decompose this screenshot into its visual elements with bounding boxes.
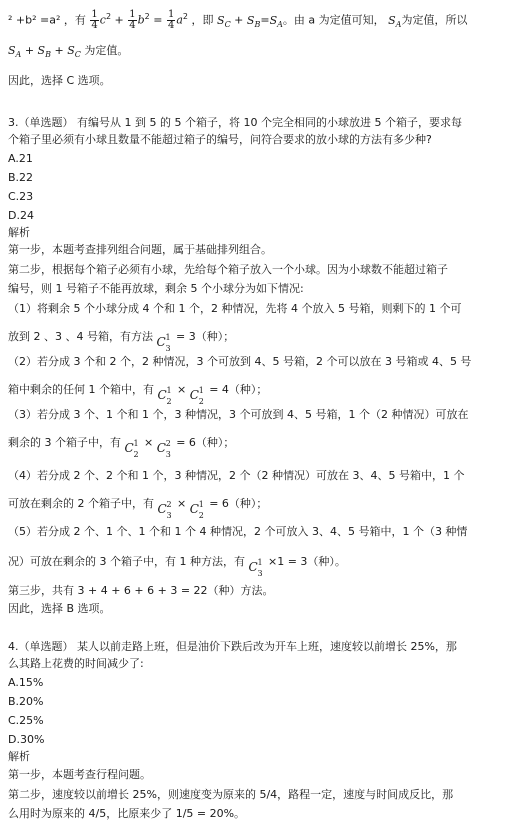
q2-text-c: 。由 a 为定值可知， <box>282 13 385 27</box>
combination-c-3-2: C 2 3 <box>156 439 171 459</box>
q2-fraction-quarter-1: $\frac{1}{4}$ <box>91 9 98 32</box>
q3-case-5b-text: 况）可放在剩余的 3 个箱子中，有 1 种方法，有 <box>8 555 245 568</box>
combination-c-2-1: C 1 2 <box>189 500 204 520</box>
q2-sum-line: $S_A + S_B + S_C$ 为定值。 <box>8 44 129 60</box>
q3-case-1b <box>8 326 235 353</box>
q2-conclusion: 因此，选择 C 选项。 <box>8 74 111 87</box>
q4-option-d: D.30% <box>8 733 45 746</box>
q2-sum-text: 为定值。 <box>84 44 129 57</box>
q4-stem-line-2: 么其路上花费的时间减少了: <box>8 657 144 670</box>
combination-c-2-1: C 1 2 <box>189 386 204 406</box>
q4-step-2a: 第二步，速度较以前增长 25%，则速度变为原来的 5/4，路程一定，速度与时间成反比，那 <box>8 788 454 801</box>
q4-option-b: B.20% <box>8 695 44 708</box>
q3-option-c: C.23 <box>8 190 34 203</box>
q3-case-5b <box>8 551 346 578</box>
q4-step-2b: 么用时为原来的 4/5，比原来少了 1/5 = 20%。 <box>8 807 246 820</box>
q4-analysis-label: 解析 <box>8 750 30 763</box>
q3-case-3b-text: 剩余的 3 个箱子中，有 <box>8 436 121 449</box>
q3-case-2b-result: = 4（种）； <box>209 383 268 396</box>
q3-case-1a: （1）将剩余 5 个小球分成 4 个和 1 个，2 种情况，先将 4 个放入 5 号箱，则剩下的 1 个可 <box>8 302 462 315</box>
q3-case-2a: （2）若分成 3 个和 2 个，2 种情况，3 个可放到 4、5 号箱，2 个可以放在 3 号箱或 4、5 号 <box>8 355 472 368</box>
q2-fraction-quarter-3: $\frac{1}{4}$ <box>167 9 175 32</box>
q3-stem-line-1: 3.（单选题） 有编号从 1 到 5 的 5 个箱子，将 10 个完全相同的小球放进 5 个箱子，要求每 <box>8 116 462 129</box>
q3-case-2b: 箱中剩余的任何 1 个箱中，有 C 1 2 × C 1 2 = 4（种）； <box>8 379 267 401</box>
q3-case-1b-text: 放到 2 、3 、4 号箱，有方法 <box>8 330 153 343</box>
q4-stem-line-1: 4.（单选题） 某人以前走路上班，但是油价下跌后改为开车上班，速度较以前增长 25%，那 <box>8 640 457 653</box>
combination-c-3-1: C 1 3 <box>248 558 263 578</box>
q3-step-2a: 第二步，根据每个箱子必须有小球，先给每个箱子放入一个小球。因为小球数不能超过箱子 <box>8 263 448 276</box>
q3-case-1b-result: = 3（种）； <box>175 330 235 343</box>
q2-text-d: 为定值，所以 <box>401 13 468 27</box>
q2-equation-line: ² +b² =a² ，有 $\frac{1}{4}$ $c^2$ + $\frac{1}{4}$ $b^2$ = $\frac{1}{4}$ $a^2$ ，即 $S_C + S_B=S_A$。由 a 为定值可知， $S_A$为定值，所以 <box>8 9 468 32</box>
q3-option-a: A.21 <box>8 152 33 165</box>
q3-step-3: 第三步，共有 3 + 4 + 6 + 6 + 3 = 22（种）方法。 <box>8 584 274 597</box>
combination-c-2-1: C 1 2 <box>124 439 139 459</box>
q3-case-4b: 可放在剩余的 2 个箱子中，有 C 2 3 × C 1 2 = 6（种）； <box>8 493 267 515</box>
q3-option-d: D.24 <box>8 209 34 222</box>
q4-step-1: 第一步，本题考查行程问题。 <box>8 768 151 781</box>
q3-case-4a: （4）若分成 2 个、2 个和 1 个，3 种情况，2 个（2 种情况）可放在 3、4、5 号箱中，1 个 <box>8 469 465 482</box>
q2-text-b: ，即 <box>191 13 214 27</box>
q3-case-4b-result: = 6（种）； <box>209 497 268 510</box>
combination-c-2-1: C 1 2 <box>157 386 172 406</box>
q3-analysis-label: 解析 <box>8 226 30 239</box>
q3-conclusion: 因此，选择 B 选项。 <box>8 602 111 615</box>
q3-step-1: 第一步，本题考查排列组合问题，属于基础排列组合。 <box>8 243 272 256</box>
combination-c-3-1: C 1 3 <box>156 333 171 353</box>
q3-case-2b-text: 箱中剩余的任何 1 个箱中，有 <box>8 383 154 396</box>
q3-case-3b: 剩余的 3 个箱子中，有 C 1 2 × C 2 3 = 6（种）； <box>8 432 234 454</box>
q3-step-2b: 编号，则 1 号箱子不能再放球，剩余 5 个小球分为如下情况: <box>8 282 304 295</box>
q3-case-5b-result: ×1 = 3（种）。 <box>267 555 346 568</box>
q2-text-a: ² +b² =a² ，有 <box>8 13 86 27</box>
q3-case-5a: （5）若分成 2 个、1 个、1 个和 1 个 4 种情况，2 个可放入 3、4、5 号箱中，1 个（3 种情 <box>8 525 468 538</box>
q3-case-3b-result: = 6（种）； <box>176 436 235 449</box>
q3-case-3a: （3）若分成 3 个、1 个和 1 个，3 种情况，3 个可放到 4、5 号箱，1 个（2 种情况）可放在 <box>8 408 469 421</box>
q3-option-b: B.22 <box>8 171 34 184</box>
q4-option-c: C.25% <box>8 714 44 727</box>
combination-c-3-2: C 2 3 <box>157 500 172 520</box>
q3-case-4b-text: 可放在剩余的 2 个箱子中，有 <box>8 497 154 510</box>
q3-stem-line-2: 个箱子里必须有小球且数量不能超过箱子的编号，问符合要求的放小球的方法有多少种? <box>8 133 432 146</box>
q4-option-a: A.15% <box>8 676 44 689</box>
q2-fraction-quarter-2: $\frac{1}{4}$ <box>129 9 136 32</box>
